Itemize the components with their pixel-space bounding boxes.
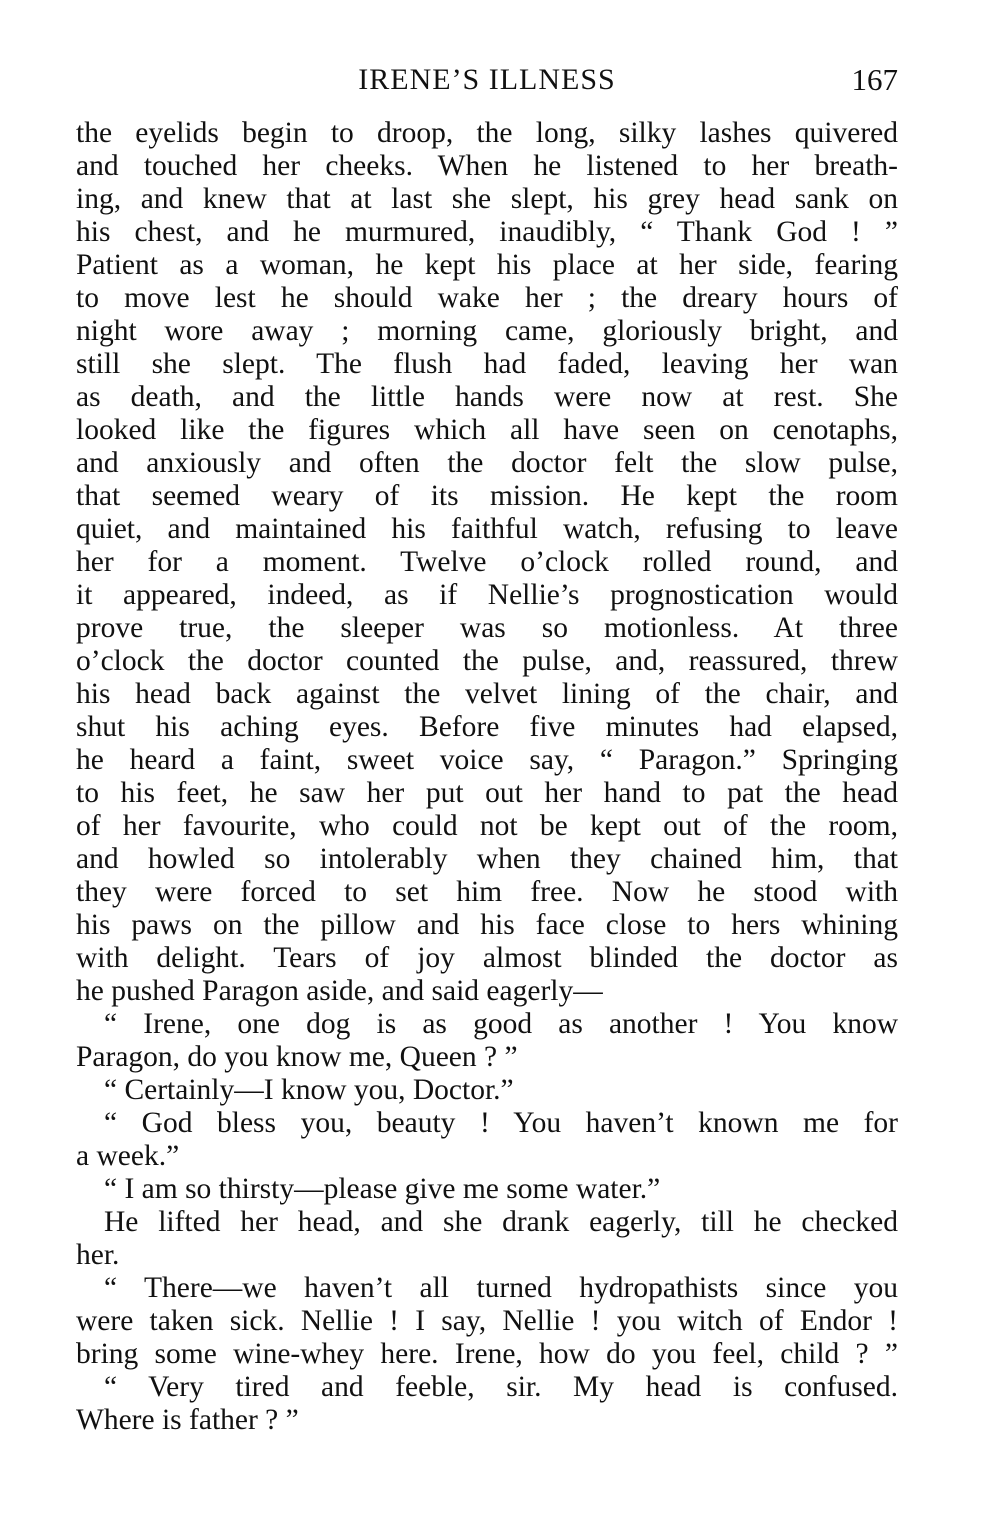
text-line: and anxiously and often the doctor felt the slow pulse, — [76, 447, 898, 479]
text-line: to move lest he should wake her ; the dreary hours of — [76, 282, 898, 314]
dialogue-line: “ Certainly—I know you, Doctor.” — [104, 1074, 514, 1106]
dialogue-line: were taken sick. Nellie ! I say, Nellie ! you witch of Endor ! — [76, 1305, 898, 1337]
text-line: of her favourite, who could not be kept out of the room, — [76, 810, 898, 842]
page-number: 167 — [851, 62, 898, 97]
text-line: Patient as a woman, he kept his place at her side, fearing — [76, 249, 898, 281]
text-line: o’clock the doctor counted the pulse, and, reassured, threw — [76, 645, 898, 677]
text-line: quiet, and maintained his faithful watch, refusing to leave — [76, 513, 898, 545]
dialogue-line: bring some wine-whey here. Irene, how do you feel, child ? ” — [76, 1338, 898, 1370]
text-line: her for a moment. Twelve o’clock rolled round, and — [76, 546, 898, 578]
text-line: He lifted her head, and she drank eagerly, till he checked — [104, 1206, 898, 1238]
dialogue-line: “ God bless you, beauty ! You haven’t known me for — [104, 1107, 898, 1139]
text-line: as death, and the little hands were now at rest. She — [76, 381, 898, 413]
dialogue-line: Paragon, do you know me, Queen ? ” — [76, 1041, 518, 1073]
text-line: his chest, and he murmured, inaudibly, “ Thank God ! ” — [76, 216, 898, 248]
text-line: looked like the figures which all have seen on cenotaphs, — [76, 414, 898, 446]
text-line: ing, and knew that at last she slept, his grey head sank on — [76, 183, 898, 215]
text-line: that seemed weary of its mission. He kept the room — [76, 480, 898, 512]
text-line: he pushed Paragon aside, and said eagerly— — [76, 975, 603, 1007]
text-line: still she slept. The flush had faded, leaving her wan — [76, 348, 898, 380]
dialogue-line: “ I am so thirsty—please give me some water.” — [104, 1173, 661, 1205]
running-title: IRENE’S ILLNESS — [358, 63, 616, 96]
text-line: they were forced to set him free. Now he stood with — [76, 876, 898, 908]
dialogue-line: Where is father ? ” — [76, 1404, 299, 1436]
text-line: his paws on the pillow and his face close to hers whining — [76, 909, 898, 941]
body-text — [76, 117, 898, 1437]
dialogue-line: “ Irene, one dog is as good as another ! You know — [104, 1008, 898, 1040]
running-head — [76, 60, 898, 100]
text-line: with delight. Tears of joy almost blinded the doctor as — [76, 942, 898, 974]
text-line: it appeared, indeed, as if Nellie’s prognostication would — [76, 579, 898, 611]
dialogue-line: “ There—we haven’t all turned hydropathists since you — [104, 1272, 898, 1304]
dialogue-line: a week.” — [76, 1140, 180, 1172]
dialogue-line: “ Very tired and feeble, sir. My head is confused. — [104, 1371, 898, 1403]
text-line: shut his aching eyes. Before five minutes had elapsed, — [76, 711, 898, 743]
text-line: and howled so intolerably when they chained him, that — [76, 843, 898, 875]
text-line: her. — [76, 1239, 120, 1271]
text-line: he heard a faint, sweet voice say, “ Paragon.” Springing — [76, 744, 898, 776]
text-line: prove true, the sleeper was so motionless. At three — [76, 612, 898, 644]
text-line: and touched her cheeks. When he listened to her breath- — [76, 150, 898, 182]
text-line: night wore away ; morning came, gloriously bright, and — [76, 315, 898, 347]
text-line: the eyelids begin to droop, the long, silky lashes quivered — [76, 117, 898, 149]
text-line: to his feet, he saw her put out her hand to pat the head — [76, 777, 898, 809]
text-line: his head back against the velvet lining of the chair, and — [76, 678, 898, 710]
